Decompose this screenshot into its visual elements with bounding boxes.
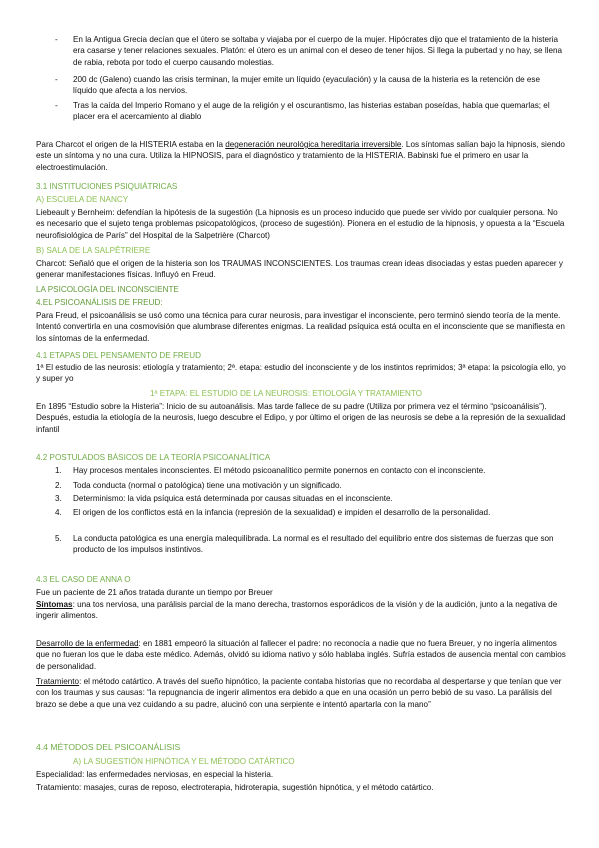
tratamiento-line: Tratamiento: masajes, curas de reposo, electroterapia, hidroterapia, sugestión hipnótica, y el método catártico. — [36, 783, 434, 792]
bullet-text-galeno: 200 dc (Galeno) cuando las crisis terminan, la mujer emite un líquido (eyaculación) y la causa de la histeria es la retención de ese líquido que afecta a los nervios. — [73, 75, 540, 96]
anna-o-intro: Fue un paciente de 21 años tratada durante un tiempo por Breuer — [36, 588, 273, 597]
list-item: Hay procesos mentales inconscientes. El método psicoanalítico permite ponernos en contacto con el inconsciente. — [73, 466, 486, 475]
tratamiento-label: Tratamiento — [36, 677, 80, 686]
list-item: Toda conducta (normal o patológica) tiene una motivación y un significado. — [73, 481, 342, 490]
desarrollo-paragraph: Desarrollo de la enfermedad: en 1881 empeoró la situación al fallecer el padre: no reconocía a nadie que no fuera Breuer, y no ingería alimentos que no fueran los que le daba este médico. Además, olvidó su idioma nativo y sólo hablaba inglés. Sufría estados de ausencia mental con cambios de personalidad. — [36, 639, 566, 671]
heading-4: 4.EL PSICOANÁLISIS DE FREUD: — [36, 298, 163, 307]
nancy-text: Liebeault y Bernheim: defendían la hipótesis de la sugestión (La hipnosis es un proceso inducido que puede ser vivido por cualquier persona. No es necesario que el sujeto tenga problemas psicopatológicos, (proceso de sugestión). Pionera en el estudio de la hipnosis, y opuesta a la “Escuela neurofisiológica de París” del Hospital de la Salpetrière (Charcot) — [36, 208, 565, 240]
list-number: 2. — [55, 481, 62, 490]
bullet-marker: - — [55, 101, 58, 110]
bullet-marker: - — [55, 35, 58, 44]
bullet-marker: - — [55, 75, 58, 84]
bullet-text-rome: Tras la caída del Imperio Romano y el auge de la religión y el oscurantismo, las histerias estaban poseídas, había que quemarlas; el placer era el acercamiento al diablo — [73, 101, 550, 122]
list-number: 4. — [55, 508, 62, 517]
list-item: Determinismo: la vida psíquica está determinada por causas situadas en el inconsciente. — [73, 494, 393, 503]
underlined-phrase: degeneración neurológica hereditaria irreversible — [225, 140, 402, 149]
freud-text: Para Freud, el psicoanálisis se usó como una técnica para curar neurosis, para investigar el inconsciente, pero terminó siendo teoría de la mente. Intentó convertirla en una cosmovisión que alumbrase diferentes enigmas. La realidad psíquica está oculta en el inconsciente que se manifiesta en los síntomas de la enfermedad. — [36, 311, 565, 343]
list-item: La conducta patológica es una energía malequilibrada. La normal es el resultado del equilibrio entre dos sistemas de fuerzas que son producto de los impulsos instintivos. — [73, 534, 554, 555]
list-number: 3. — [55, 494, 62, 503]
etapa-1-text: En 1895 “Estudio sobre la Histeria”: Inicio de su autoanálisis. Mas tarde fallece de su padre (Utiliza por primera vez el término “psicoanálisis”). Después, estudia la etiología de la neurosis, luego descubre el Edipo, y por último el origen de las neurosis se debe a la represión de la sexualidad infantil — [36, 402, 566, 434]
especialidad-line: Especialidad: las enfermedades nerviosas, en especial la histeria. — [36, 770, 274, 779]
heading-4-4: 4.4 MÉTODOS DEL PSICOANÁLISIS — [36, 742, 181, 752]
sintomas-label: Síntomas — [36, 600, 73, 609]
charcot-paragraph: Para Charcot el origen de la HISTERIA estaba en la degeneración neurológica hereditaria irreversible. Los síntomas salían bajo la hipnosis, siendo este un síntoma y no una cura. Utiliza la HIPNOSIS, para el diagnóstico y tratamiento de la HISTERIA. Babinski fue el primero en usar la electroestimulación. — [36, 140, 565, 172]
sintomas-paragraph: Síntomas: una tos nerviosa, una parálisis parcial de la mano derecha, trastornos esporádicos de la visión y de la audición, junto a la negativa de ingerir alimentos. — [36, 600, 558, 621]
list-number: 1. — [55, 466, 62, 475]
heading-4-3: 4.3 EL CASO DE ANNA O — [36, 575, 131, 584]
list-item: El origen de los conflictos está en la infancia (represión de la sexualidad) e impiden el desarrollo de la personalidad. — [73, 508, 491, 517]
subheading-sugestion-hipnotica: A) LA SUGESTIÓN HIPNÓTICA Y EL MÉTODO CATÁRTICO — [73, 757, 295, 766]
subheading-etapa-1: 1ª ETAPA: EL ESTUDIO DE LA NEUROSIS: ETIOLOGÍA Y TRATAMIENTO — [150, 389, 422, 398]
subheading-salpetriere: B) SALA DE LA SALPÊTRIERE — [36, 246, 151, 255]
bullet-text-greece: En la Antigua Grecia decían que el útero se soltaba y viajaba por el cuerpo de la mujer. Hipócrates dijo que el tratamiento de la histeria era casarse y tener relaciones sexuales. Platón: el útero es un animal con el deseo de tener hijos. Si llega la pubertad y no hay, se llena de rabia, rebota por todo el cuerpo causando molestias. — [73, 35, 562, 67]
heading-4-2: 4.2 POSTULADOS BÁSICOS DE LA TEORÍA PSICOANALÍTICA — [36, 453, 271, 462]
subheading-escuela-nancy: A) ESCUELA DE NANCY — [36, 195, 129, 204]
desarrollo-label: Desarrollo de la enfermedad — [36, 639, 139, 648]
heading-4-1: 4.1 ETAPAS DEL PENSAMENTO DE FREUD — [36, 351, 201, 360]
salpetriere-text: Charcot: Señaló que el origen de la histeria son los TRAUMAS INCONSCIENTES. Los traumas crean ideas disociadas y estas pueden aparecer y generar manifestaciones físicas. Influyó en Freud. — [36, 259, 563, 280]
list-number: 5. — [55, 534, 62, 543]
stages-text: 1ª El estudio de las neurosis: etiología y tratamiento; 2ª. etapa: estudio del inconsciente y de los instintos reprimidos; 3ª etapa: la psicología ello, yo y super yo — [36, 363, 566, 384]
tratamiento-paragraph: Tratamiento: el método catártico. A través del sueño hipnótico, la paciente contaba historias que no recordaba al despertarse y que tenían que ver con los traumas y sus causas: “la repugnancia de ingerir alimentos era debido a que en una ocasión un perro bebió de su vaso. La parálisis del brazo se debe a que una vez cuidando a su padre, alucinó con una serpiente e intentó apartarla con la mano” — [36, 677, 562, 709]
heading-3-1: 3.1 INSTITUCIONES PSIQUIÁTRICAS — [36, 182, 178, 191]
heading-psicologia-inconsciente: LA PSICOLOGÍA DEL INCONSCIENTE — [36, 285, 179, 294]
